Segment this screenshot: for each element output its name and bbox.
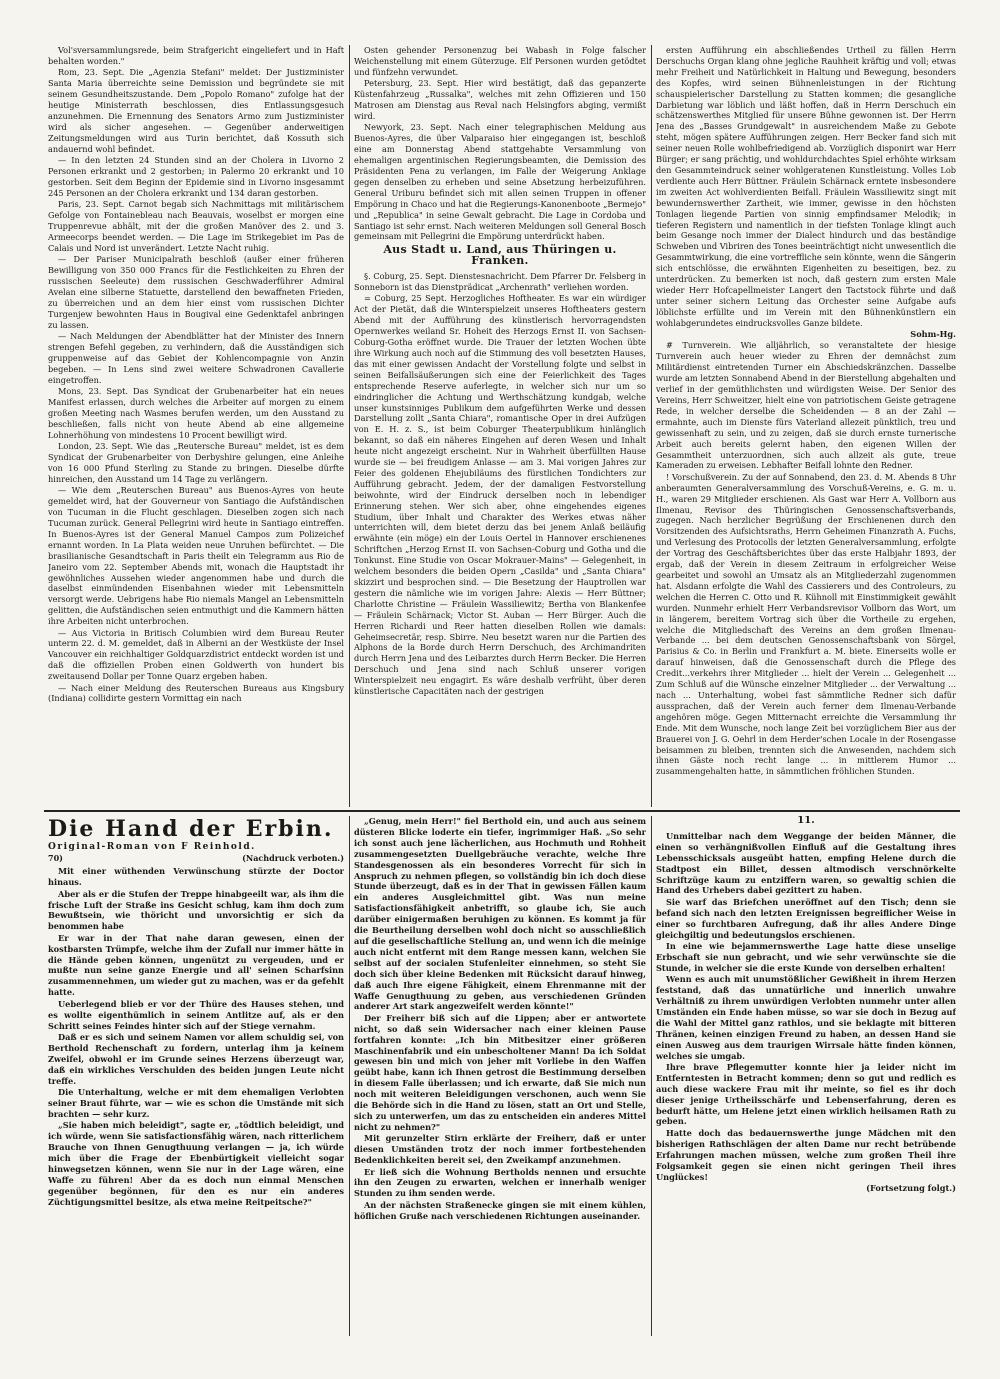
serial-column-2 <box>354 816 646 1336</box>
reprint-notice: (Nachdruck verboten.) <box>242 853 344 864</box>
article-paragraph: Mit gerunzelter Stirn erklärte der Freiherr, daß er unter diesen Umständen trotz der noch immer fortbestehenden Bedenklichkeiten bereit sei, den Zweikampf anzunehmen. <box>354 1133 646 1166</box>
article-paragraph: Ueberlegend blieb er vor der Thüre des Hauses stehen, und es wollte eigenthümlich in seinem Antlitze auf, als er den Schritt seines Feindes hinter sich auf der Stiege vernahm. <box>48 998 344 1031</box>
news-column-3 <box>656 45 956 805</box>
serial-column-1 <box>48 816 344 1336</box>
article-paragraph: Ihre brave Pflegemutter konnte hier ja leider nicht im Entferntesten in Betracht kommen; denn so gut und redlich es auch diese wackere Frau mit ihr meinte, so fiel es ihr doch dieser jenige Urtheilsschärfe und Lebenserfahrung, deren es bedurft hätte, um Helene jetzt einen wirklich heilsamen Rath zu geben. <box>656 1061 956 1127</box>
column-divider <box>651 45 652 807</box>
article-paragraph: Mons, 23. Sept. Das Syndicat der Grubenarbeiter hat ein neues Manifest erlassen, durch welches die Arbeiter auf morgen zu einem großen Meeting nach Wasmes berufen werden, um den Ausstand zu beschließen, falls nicht von heute Abend ab eine allgemeine Lohnerhöhung von mindestens 10 Procent bewilligt wird. <box>48 386 344 440</box>
serial-meta <box>48 853 344 864</box>
serial-installment-number: 70) <box>48 853 63 864</box>
article-paragraph: Wenn es auch mit unumstößlicher Gewißheit in ihrem Herzen feststand, daß das unnatürliche und innerlich unwahre Verhältniß zu ihrem unwürdigen Verlobten nunmehr unter allen Umständen ein Ende haben müsse, so war sie doch in Bezug auf die Wahl der Mittel ganz rathlos, und sie beklagte mit bitteren Thränen, keinen einzigen Freund zu haben, an dessen Hand sie einen Ausweg aus dem traurigen Wirrsale hätte finden können, welches sie umgab. <box>656 974 956 1061</box>
article-paragraph: London, 23. Sept. Wie das „Reutersche Bureau" meldet, ist es dem Syndicat der Grubenarbeiter von Derbyshire gelungen, eine Anleihe von 16 000 Pfund Sterling zu Stande zu bringen. Dieselbe dürfte hinreichen, den Ausstand um 14 Tage zu verlängern. <box>48 441 344 484</box>
article-paragraph: Osten gehender Personenzug bei Wabash in Folge falscher Weichenstellung mit einem Güterzuge. Elf Personen wurden getödtet und fünfzehn verwundet. <box>354 45 646 77</box>
serial-title: Die Hand der Erbin. <box>48 816 334 842</box>
chapter-number: 11. <box>797 816 815 826</box>
article-paragraph: Mit einer wüthenden Verwünschung stürzte der Doctor hinaus. <box>48 866 344 888</box>
serial-subtitle: Original-Roman von F Reinhold. <box>48 842 256 852</box>
article-paragraph: Unmittelbar nach dem Weggange der beiden Männer, die einen so verhängnißvollen Einfluß auf die Gestaltung ihres Lebensschicksals ausgeübt hatten, empfing Helene durch die Stadtpost ein Billet, dessen altmodisch verschnörkelte Schriftzüge kaum zu entziffern waren, so gewaltig schien die Hand des Urhebers dabei gezittert zu haben. <box>656 830 956 896</box>
section-heading: Aus Stadt u. Land, aus Thüringen u. Franken. <box>383 243 617 268</box>
column-divider <box>651 816 652 1336</box>
article-paragraph: §. Coburg, 25. Sept. Dienstesnachricht. Dem Pfarrer Dr. Felsberg in Sonneborn ist das Dienstprädicat „Archenrath" verliehen worden. <box>354 271 646 293</box>
article-paragraph: — Wie dem „Reuterschen Bureau" aus Buenos-Ayres von heute gemeldet wird, hat der Gouverneur von Santiago die Aufständischen von Tucuman in die Flucht geschlagen. Dieselben zogen sich nach Tucuman zurück. General Pellegrini wird heute in Santiago eintreffen. In Buenos-Ayres ist der General Manuel Campos zum Polizeichef ernannt worden. In La Plata weiden neue Unruhen befürchtet. — Die brasilianische Gesandtschaft in Paris theilt ein Telegramm aus Rio de Janeiro vom 22. September Abends mit, wonach die Hauptstadt ihr gewöhnliches Aussehen wieder angenommen habe und durch die daselbst einmündenden Eisenbahnen wieder mit Lebensmitteln versorgt werde. Uebrigens habe Rio niemals Mangel an Lebensmitteln gelitten, die Aufständischen seien entmuthigt und die Kammern hätten ihre Arbeiten nicht unterbrochen. <box>48 485 344 627</box>
article-paragraph: An der nächsten Straßenecke gingen sie mit einem kühlen, höflichen Gruße nach verschiedenen Richtungen auseinander. <box>354 1199 646 1221</box>
article-paragraph: Rom, 23. Sept. Die „Agenzia Stefani" meldet: Der Justizminister Santa Maria überreichte seine Demission und begründete sie mit seinem Gesundheitszustande. Dem „Popolo Romano" zufolge hat der heutige Ministerrath beschlossen, dies Entlassungsgesuch anzunehmen. Die Ernennung des Senators Armo zum Justizminister wird als sicher angesehen. — Gegenüber anderweitigen Zeitungsmeldungen wird aus Turin berichtet, daß Kossuth sich andauernd wohl befindet. <box>48 67 344 154</box>
news-column-1 <box>48 45 344 805</box>
article-paragraph: „Sie haben mich beleidigt", sagte er, „tödtlich beleidigt, und ich würde, wenn Sie satisfactionsfähig wären, nach ritterlichem Brauche von Ihnen Genugthuung verlangen — ja, ich würde mich über die Frage der Ebenbürtigkeit vielleicht sogar hinwegsetzen können, wenn Sie nur in der Lage wären, eine Waffe zu führen! Aber da es doch nun einmal Menschen gegenüber begönnen, für den es nur ein anderes Züchtigungsmittel besitze, als etwa meine Reitpeitsche?" <box>48 1120 344 1207</box>
article-paragraph: Newyork, 23. Sept. Nach einer telegraphischen Meldung aus Buenos-Ayres, die über Valparaiso hier eingegangen ist, beschloß eine am Donnerstag Abend stattgehabte Versammlung von ehemaligen argentinischen Regierungsbeamten, die Demission des Präsidenten Pena zu verlangen, im Falle der Weigerung Anklage gegen denselben zu erheben und seine Absetzung herbeizuführen. General Uriburu befindet sich mit allen seinen Truppen in offener Empörung in Chaco und hat die Regierungs-Kanonenboote „Bermejo" und „Republica" in seine Gewalt gebracht. Die Lage in Cordoba und Santiago ist sehr ernst. Nach weiteren Meldungen soll General Bosch gemeinsam mit Pellegrini die Empörung unterdrückt haben. <box>354 122 646 242</box>
article-paragraph: — Aus Victoria in Britisch Columbien wird dem Bureau Reuter unterm 22. d. M. gemeldet, daß in Alberni an der Westküste der Insel Vancouver ein reichhaltiger Goldquarzdistrict entdeckt worden ist und daß die offiziellen Proben einen Goldwerth von hundert bis zweitausend Dollar per Tonne Quarz ergeben haben. <box>48 627 344 682</box>
article-paragraph: ersten Aufführung ein abschließendes Urtheil zu fällen Herrn Derschuchs Organ klang ohne jegliche Rauhheit kräftig und voll; etwas mehr Freiheit und Natürlichkeit in Haltung und Bewegung, besonders des Kopfes, wird seinen Bühnenleistungen in der Richtung schauspielerischer Darstellung zu Statten kommen; die gesangliche Darbietung war löblich und läßt hoffen, daß in Herrn Derschuch ein schätzenswerthes Mitglied für unsere Bühne gewonnen ist. Der Herrn Jena des „Basses Grundgewalt" in ausreichendem Maße zu Gebote steht, mögen spätere Aufführungen zeigen. Herr Becker fand sich mit seiner neuen Rolle wohlbefriedigend ab. Vorzüglich disponirt war Herr Bürger; er sang prächtig, und wohldurchdachtes Spiel erhöhte wirksam den Gesammteindruck seiner wohlgeratenen Kunstleistung. Volles Lob verdiente auch Herr Büttner. Fräulein Schärnack erntete insbesondere im zweiten Act wohlverdienten Beifall. Fräulein Wassiliewitz singt mit bewundernswerther Zartheit, wie immer, gewisse in den höchsten Tonlagen liegende Partien von sinnig empfindsamer Melodik; in tieferen Registern und namentlich in der tiefsten Tonlage klingt auch beim Gesange noch immer der Dialect hindurch und das beständige Schweben und Vibriren des Tones beeinträchtigt nicht unwesentlich die Gesammtwirkung, die eine vortreffliche sein könnte, wenn die Sängerin sich entschlösse, die erwähnten Eigenheiten zu beseitigen, bez. zu unterdrücken. Zu bemerken ist noch, daß gestern zum ersten Male wieder Herr Hofcapellmeister Langert den Tactstock führte und daß unter seiner sichern Leitung das Orchester seine Aufgabe aufs löblichste erfüllte und im Verein mit den Bühnenkünstlern ein wohlabgerundetes eindrucksvolles Ganze bildete. <box>656 45 956 328</box>
article-paragraph: — Nach einer Meldung des Reuterschen Bureaus aus Kingsbury (Indiana) collidirte gestern Vormittag ein nach <box>48 682 344 704</box>
article-paragraph: Petersburg, 23. Sept. Hier wird bestätigt, daß das gepanzerte Küstenfahrzeug „Russalka", welches mit zehn Offizieren und 150 Matrosen am Dienstag aus Reval nach Helsingfors abging, vermißt wird. <box>354 78 646 121</box>
article-paragraph: ! Vorschußverein. Zu der auf Sonnabend, den 23. d. M. Abends 8 Uhr anberaumten Generalversammlung des Vorschuß-Vereins, e. G. m. u. H., waren 29 Mitglieder erschienen. Als Gast war Herr A. Vollborn aus Ilmenau, Revisor des Thüringischen Genossenschaftsverbands, zugegen. Nach herzlicher Begrüßung der Erschienenen durch den Vorsitzenden des Aufsichtsraths, Herrn Geheimen Finanzrath A. Fuchs, und Verlesung des Protocolls der letzten Generalversammlung, erfolgte der Vortrag des Geschäftsberichtes über das erste Halbjahr 1893, der ergab, daß der Verein in diesem Zeitraum in erfolgreicher Weise gearbeitet und sowohl an Umsatz als an Mitgliederzahl zugenommen hat. Alsdann erfolgte die Wahl des Cassierers und des Controleurs, zu welchen die Herren C. Otto und R. Kühnoll mit Einstimmigkeit gewählt wurden. Nunmehr erhielt Herr Verbandsrevisor Vollborn das Wort, um in längerem, bereitem Vortrag sich über die Vortheile zu ergehen, welche die Mitgliedschaft des Vereins an dem großen Ilmenau-Verbande ... bei dem deutschen Genossenschaftsbank von Sörgel, Parisius & Co. in Berlin und Frankfurt a. M. biete. Einerseits wolle er darauf hinweisen, daß die Genossenschaft durch die Pflege des Credit...verkehrs ihrer Mitglieder ... hielt der Verein ... Gelegenheit ... Zum Schluß auf die Wünsche einzelner Mitglieder ... der Verwaltung ... nach ... Unterhaltung, wobei fast sämmtliche Redner sich dafür aussprachen, daß der Verein auch ferner dem Ilmenau-Verbande angehören möge. Gegen Mitternacht erreichte die Versammlung ihr Ende. Mit dem Wunsche, noch lange Zeit bei vorzüglichem Bier aus der Brauerei von J. G. Oehrl in dem Herder'schen Locale in der Rosengasse beisammen zu bleiben, trennten sich die Anwesenden, nachdem sich ihnen Gäste noch recht lange ... in mittlerem Humor ... zusammengehalten hatte, in sämmtlichen fröhlichen Stunden. <box>656 471 956 777</box>
article-paragraph: Paris, 23. Sept. Carnot begab sich Nachmittags mit militärischem Gefolge von Fontainebleau nach Beauvais, woselbst er morgen eine Truppenrevue abhält, mit der die großen Manöver des 2. und 3. Armeecorps beendet werden. — Die Lage im Strikegebiet im Pas de Calais und Nord ist unverändert. Letzte Nacht ruhig. <box>48 199 344 253</box>
article-paragraph: Vol'sversammlungsrede, beim Strafgericht eingeliefert und in Haft behalten worden." <box>48 45 344 66</box>
article-paragraph: Aber als er die Stufen der Treppe hinabgeeilt war, als ihm die frische Luft der Straße ins Gesicht schlug, kam ihm doch zum Bewußtsein, wie thöricht und unvorsichtig er sich da benommen habe <box>48 888 344 932</box>
article-paragraph: # Turnverein. Wie alljährlich, so veranstaltete der hiesige Turnverein auch heuer wieder zu Ehren der demnächst zum Militärdienst eintretenden Turner ein Abschiedskränzchen. Dasselbe wurde am letzten Sonnabend Abend in der Bierstellung abgehalten und verlief in der gemüthlichsten und würdigsten Weise. Der Senior des Vereins, Herr Schweitzer, hielt eine von patriotischem Geiste getragene Rede, in welcher derselbe die Scheidenden — 8 an der Zahl — ermahnte, auch im Dienste fürs Vaterland allezeit pünktlich, treu und gewissenhaft zu sein, und zu zeigen, daß sie durch ernste turnerische Arbeit auch bereits gelernt haben, den eigenen Willen der Gesammtheit unterzuordnen, sich auch allzeit als gute, treue Kameraden zu erweisen. Lebhafter Beifall lohnte den Redner. <box>656 340 956 471</box>
continuation-note: (Fortsetzung folgt.) <box>866 1182 956 1193</box>
article-paragraph: Er ließ sich die Wohnung Bertholds nennen und ersuchte ihn den Zeugen zu erwarten, welchen er innerhalb weniger Stunden zu ihm senden werde. <box>354 1166 646 1199</box>
column-divider <box>349 45 350 807</box>
article-paragraph: Die Unterhaltung, welche er mit dem ehemaligen Verlobten seiner Braut führte, war — wie es schon die Umstände mit sich brachten — sehr kurz. <box>48 1086 344 1119</box>
article-paragraph: — Der Pariser Municipalrath beschloß (außer einer früheren Bewilligung von 350 000 Francs für die Festlichkeiten zu Ehren der russischen Seeleute) dem russischen Geschwaderführer Admiral Avelan eine silberne Statuette, darstellend den bewaffneten Frieden, zu überreichen und an dem hier einst vom russischen Dichter Turgenjew bewohnten Haus in Bougival eine Gedenktafel anbringen zu lassen. <box>48 254 344 330</box>
article-paragraph: = Coburg, 25 Sept. Herzogliches Hoftheater. Es war ein würdiger Act der Pietät, daß die Winterspielzeit unseres Hoftheaters gestern Abend mit der Aufführung des künstlerisch hervorragendsten Opernwerkes weiland Sr. Hoheit des Herzogs Ernst II. von Sachsen-Coburg-Gotha eröffnet wurde. Die Trauer der letzten Wochen übte ihre Wirkung auch noch auf die Stimmung des voll besetzten Hauses, das mit einer gewissen Andacht der Vorstellung folgte und selbst in seinen Beifallsäußerungen sich eine der Feierlichkeit des Tages entsprechende Reserve auferlegte, in welcher sich nur um so eindringlicher die Achtung und Werthschätzung kundgab, welche unser kunstsinniges Publikum dem aufgeführten Werke und dessen Darstellung zollt „Santa Chiara", romantische Oper in drei Aufzügen von E. H. z. S., ist beim Coburger Theaterpublikum hinlänglich bekannt, so daß ein näheres Eingehen auf deren Wesen und Inhalt heute nicht angezeigt erscheint. Nur in Wahrheit überfüllten Hause wurde sie — bei freudigem Anlasse — am 3. Mai vorigen Jahres zur Feier des goldenen Ehejubiläums des fürstlichen Tondichters zur Aufführung gebracht. Jedem, der der damaligen Festvorstellung beiwohnte, wird der Eindruck derselben noch in lebendiger Erinnerung stehen. Wer sich aber, ohne eingehendes eigenes Studium, über Inhalt und Charakter des Werkes etwas näher unterrichten will, dem bietet derzu das bei jenem Anlaß beiläufig erwähnte (ein möge) ein der Louis Oertel in Hannover erschienenes Schriftchen „Herzog Ernst II. von Sachsen-Coburg und Gotha und die Tonkunst. Eine Studie von Oscar Mokrauer-Mains" — Gelegenheit, in welchem besonders die beiden Opern „Casilda" und „Santa Chiara" skizzirt und besprochen sind. — Die Besetzung der Hauptrollen war gestern die nämliche wie im vorigen Jahre: Alexis — Herr Büttner; Charlotte Christine — Fräulein Wassiliewitz; Bertha von Blankenfee — Fräulein Schärnack; Victor St. Auban — Herr Bürger. Auch die Herren Richardi und Reer hatten dieselben Rollen wie damals: Geheimsecretär, resp. Sbirre. Neu besetzt waren nur die Partien des Alphons de la Borde durch Herrn Derschuch, des Archimandriten durch Herrn Jena und des Leibarztes durch Herrn Becker. Die Herren Derschuch und Jena sind nach Schluß unserer vorigen Winterspielzeit neu engagirt. Es wäre deshalb verfrüht, über deren künstlerische Capacitäten nach der gestrigen <box>354 293 646 697</box>
article-paragraph: Der Freiherr biß sich auf die Lippen; aber er antwortete nicht, so daß sein Widersacher nach einer kleinen Pause fortfahren konnte: „Ich bin Mitbesitzer einer größeren Maschinenfabrik und ein unbescholtener Mann! Da ich Soldat gewesen bin und mich von jeher mit Vorliebe in den Waffen geübt habe, kann ich Ihnen getrost die Bestimmung derselben in diesem Falle überlassen; und ich erwarte, daß Sie mich nun noch mit weiteren Beleidigungen verschonen, auch wenn Sie die Behörde sich in die Hand zu lösen, statt an Ort und Stelle, sich zu unterwerfen, um das zu entscheiden ein anderes Mittel nicht zu nehmen?" <box>354 1012 646 1132</box>
serial-column-3 <box>656 816 956 1336</box>
section-divider <box>44 810 960 812</box>
article-paragraph: In eine wie bejammernswerthe Lage hatte diese unselige Erbschaft sie nun gebracht, und wie sehr verwünschte sie die Stunde, in welcher sie die erste Kunde von derselben erhalten! <box>656 940 956 973</box>
article-paragraph: „Genug, mein Herr!" fiel Berthold ein, und auch aus seinem düsteren Blicke loderte ein tiefer, ingrimmiger Haß. „So sehr ich sonst auch jene lächerlichen, aus Hochmuth und Rohheit zusammengesetzten Duellgebräuche verachte, welche Ihre Standesgenossen als ein besonderes Vorrecht für sich in Anspruch zu nehmen pflegen, so vollständig bin ich doch diese Stunde überzeugt, daß es in der That in gewissen Fällen kaum ein anderes Ausgleichmittel gibt. Was nun meine Satisfactionsfähigkeit anbetrifft, so glaube ich, Sie auch darüber einigermaßen beruhigen zu können. Es kommt ja für die Beurtheilung derselben wohl doch nicht so ausschließlich auf die gesellschaftliche Stellung an, und wenn ich die meinige auch nicht entfernt mit dem Range messen kann, welchen Sie selbst auf der socialen Stufenleiter einnehmen, so steht Sie doch sich über kleine Bedenken mit Rücksicht darauf hinweg, daß auch Ihre eigene Fähigkeit, einem Ehrenmanne mit der Waffe Genugthuung zu geben, aus verschiedenen Gründen anderer Art stark angezweifelt werden könnte!" <box>354 816 646 1012</box>
article-paragraph: Hatte doch das bedauernswerthe junge Mädchen mit den bisherigen Rathschlägen der alten Dame nur recht betrübende Erfahrungen machen müssen, welche zum großen Theil ihre Folgsamkeit gegen sie einen nicht geringen Theil ihres Unglückes! <box>656 1127 956 1182</box>
article-paragraph: — In den letzten 24 Stunden sind an der Cholera in Livorno 2 Personen erkrankt und 2 gestorben; in Palermo 20 erkrankt und 10 gestorben. Seit dem Beginn der Epidemie sind in Livorno insgesammt 245 Personen an der Cholera erkrankt und 134 daran gestorben. <box>48 155 344 198</box>
article-paragraph: — Nach Meldungen der Abendblätter hat der Minister des Innern strengen Befehl gegeben, zu verhindern, daß die Ausständigen sich gruppenweise auf das Gebiet der Kohlencompagnie von Anzin begeben. — In Lens sind zwei weitere Schwadronen Cavallerie eingetroffen. <box>48 331 344 385</box>
article-paragraph: Sie warf das Briefchen uneröffnet auf den Tisch; denn sie befand sich nach den letzten Ereignissen begreiflicher Weise in einer so furchtbaren Aufregung, daß ihr alles Andere Dinge gleichgiltig und bedeutungslos erschienen. <box>656 896 956 940</box>
news-column-2 <box>354 45 646 805</box>
column-divider <box>349 816 350 1336</box>
author-signature: Sohm-Hg. <box>910 329 956 340</box>
article-paragraph: Daß er es sich und seinem Namen vor allem schuldig sei, von Berthold Rechenschaft zu fordern, unterlag ihm ja keinem Zweifel, obwohl er im Grunde seines Herzens überzeugt war, daß ein wirkliches Verschulden des beiden jungen Leute nicht treffe. <box>48 1031 344 1086</box>
article-paragraph: Er war in der That nahe daran gewesen, einen der kostbarsten Trümpfe, welche ihm der Zufall nur immer hätte in die Hände geben können, ungenützt zu vergeuden, und er mußte nun seine ganze Energie und all' seinen Scharfsinn zusammennehmen, um wieder gut zu machen, was er da gefehlt hatte. <box>48 932 344 998</box>
